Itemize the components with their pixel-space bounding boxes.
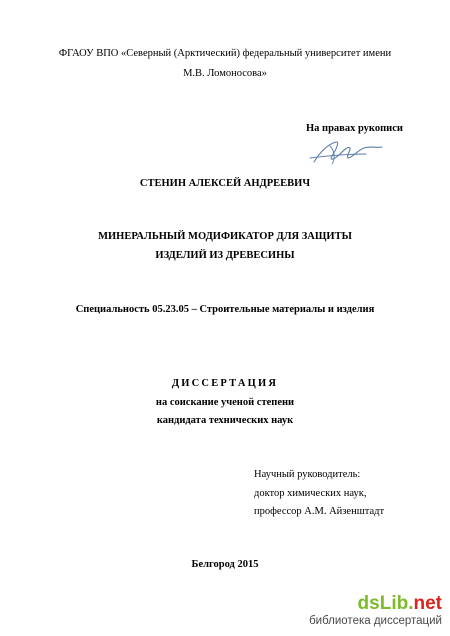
degree-line-1: на соискание ученой степени	[155, 397, 295, 408]
supervisor-degree: доктор химических наук,	[254, 488, 367, 499]
watermark-caption: библиотека диссертаций	[309, 615, 442, 627]
university-name-line-1: ФГАОУ ВПО «Северный (Арктический) федеральный университет имени	[58, 48, 392, 59]
dslib-watermark[interactable]	[309, 594, 442, 628]
manuscript-note: На правах рукописи	[306, 123, 403, 134]
university-name-line-2: М.В. Ломоносова»	[183, 68, 267, 79]
specialty: Специальность 05.23.05 – Строительные материалы и изделия	[75, 304, 375, 315]
supervisor-name: профессор А.М. Айзенштадт	[254, 506, 385, 517]
supervisor-label: Научный руководитель:	[254, 469, 361, 480]
author-name: СТЕНИН АЛЕКСЕЙ АНДРЕЕВИЧ	[139, 178, 311, 189]
dissertation-heading: ДИССЕРТАЦИЯ	[171, 378, 279, 389]
dissertation-title-line-1: МИНЕРАЛЬНЫЙ МОДИФИКАТОР ДЛЯ ЗАЩИТЫ	[98, 231, 352, 242]
dslib-logo: dsLib.net	[357, 593, 442, 614]
dissertation-title-line-2: ИЗДЕЛИЙ ИЗ ДРЕВЕСИНЫ	[155, 250, 295, 261]
degree-line-2: кандидата технических наук	[156, 415, 294, 426]
city-year: Белгород 2015	[191, 559, 259, 570]
handwritten-signature	[306, 136, 384, 168]
